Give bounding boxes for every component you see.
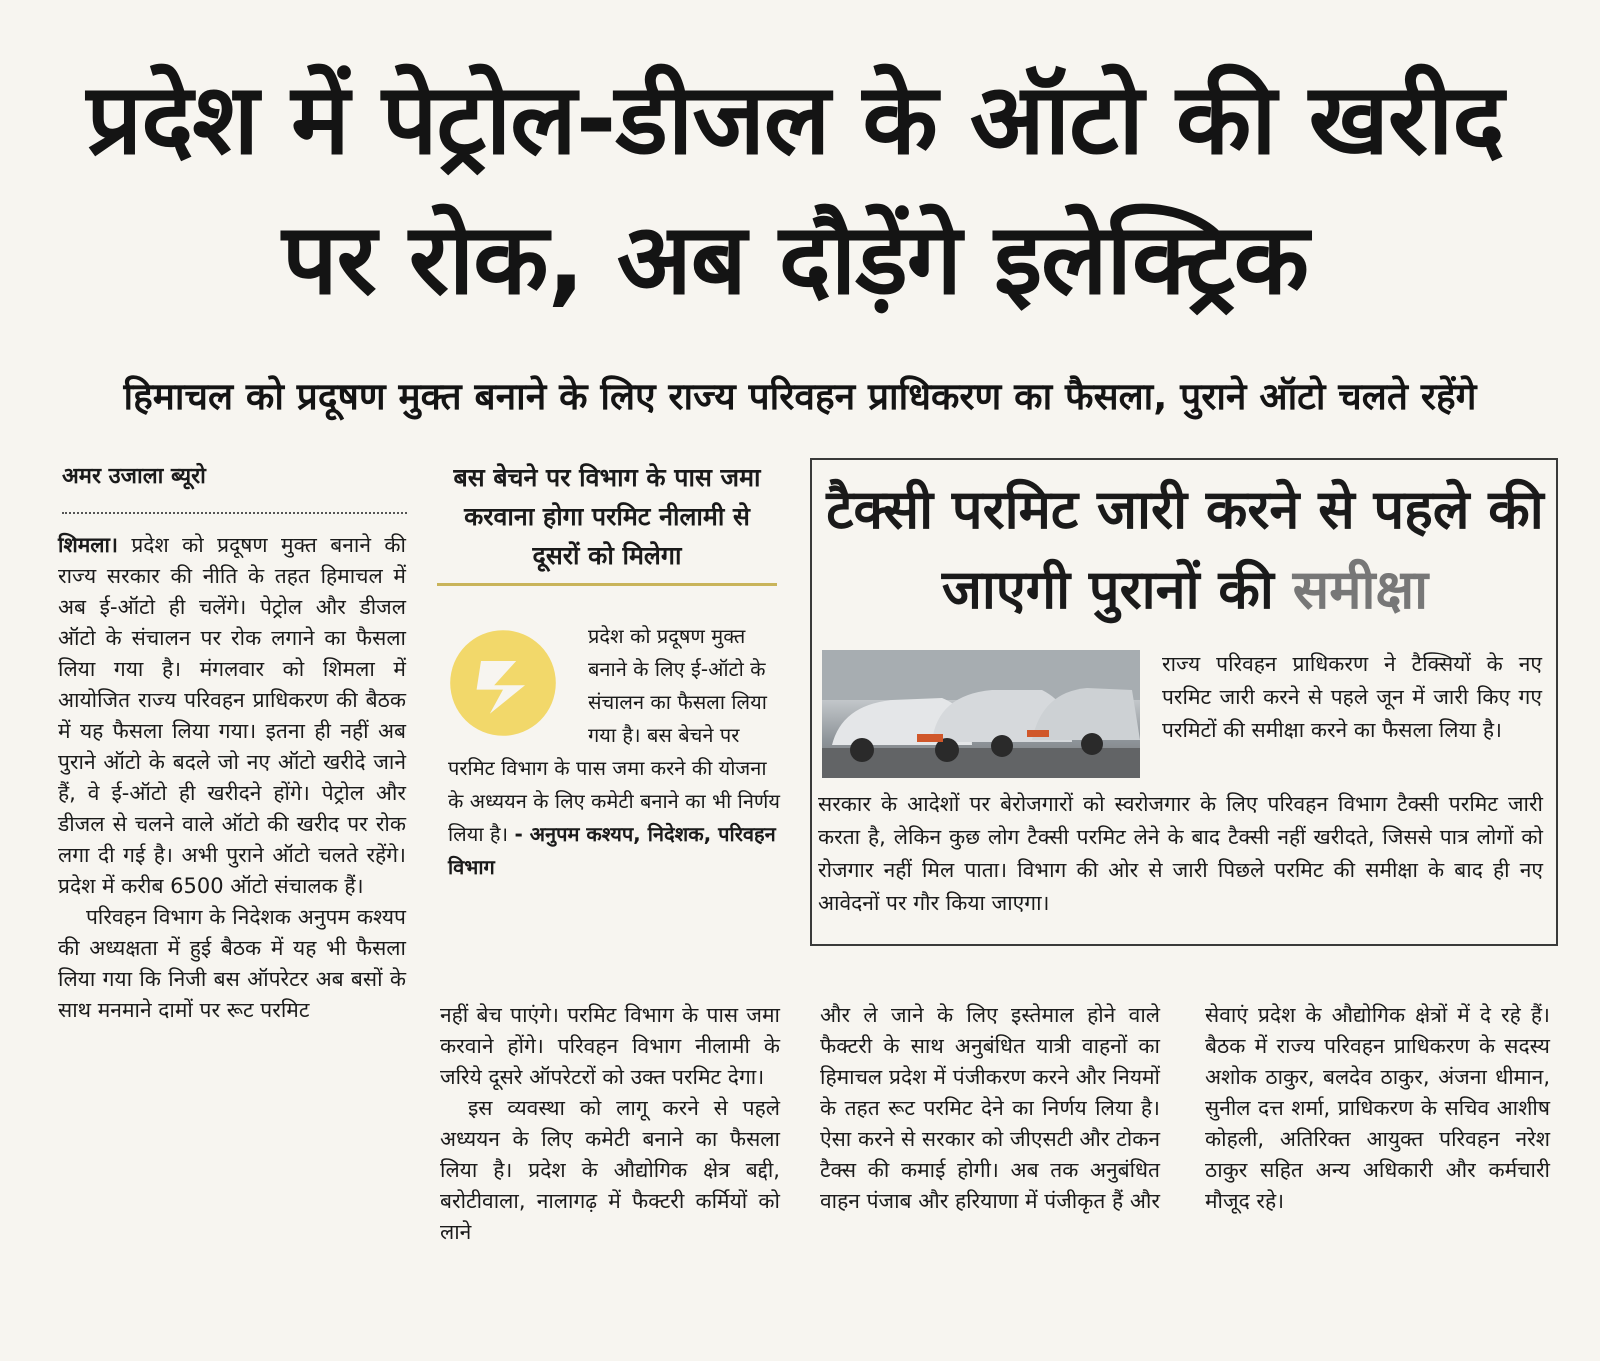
article-column-4 — [1205, 1000, 1550, 1217]
sidebar-heading: बस बेचने पर विभाग के पास जमा करवाना होगा परमिट नीलामी से दूसरों को मिलेगा — [437, 458, 777, 586]
article-paragraph: और ले जाने के लिए इस्तेमाल होने वाले फैक्टरी के साथ अनुबंधित यात्री वाहनों का हिमाचल प्रदेश में पंजीकरण करने और नियमों के तहत रूट परमिट देने का निर्णय लिया है। ऐसा करने से सरकार को जीएसटी और टोकन टैक्स की कमाई होगी। अब तक अनुबंधित वाहन पंजाब और हरियाणा में पंजीकृत हैं और — [820, 1003, 1160, 1213]
taxi-photo — [822, 650, 1140, 778]
quote-text: प्रदेश को प्रदूषण मुक्त बनाने के लिए ई-ऑटो के संचालन का फैसला लिया गया है। बस बेचने पर परमिट विभाग के पास जमा करने की योजना के अध्ययन के लिए कमेटी बनाने का भी निर्णय लिया है। — [448, 624, 780, 846]
article-column-3 — [820, 1000, 1160, 1217]
box-title-emphasis: समीक्षा — [1292, 558, 1429, 621]
byline: अमर उजाला ब्यूरो — [62, 460, 407, 514]
quote-box — [448, 620, 783, 884]
quote-attribution: - अनुपम कश्यप, निदेशक, परिवहन विभाग — [448, 822, 776, 879]
article-column-2 — [440, 1000, 780, 1248]
article-column-1 — [58, 530, 406, 1026]
article-paragraph: सेवाएं प्रदेश के औद्योगिक क्षेत्रों में दे रहे हैं। बैठक में राज्य परिवहन प्राधिकरण के सदस्य अशोक ठाकुर, बलदेव ठाकुर, अंजना धीमान, सुनील दत्त शर्मा, प्राधिकरण के सचिव आशीष कोहली, अतिरिक्त आयुक्त परिवहन नरेश ठाकुर सहित अन्य अधिकारी और कर्मचारी मौजूद रहे। — [1205, 1003, 1550, 1213]
article-paragraph: परिवहन विभाग के निदेशक अनुपम कश्यप की अध्यक्षता में हुई बैठक में यह भी फैसला लिया गया कि निजी बस ऑपरेटर अब बसों के साथ मनमाने दामों पर रूट परमिट — [58, 905, 406, 1022]
paragraph-text: प्रदेश को प्रदूषण मुक्त बनाने की राज्य सरकार की नीति के तहत हिमाचल में अब ई-ऑटो ही चलेंगे। पेट्रोल और डीजल ऑटो के संचालन पर रोक लगाने का फैसला लिया गया है। मंगलवार को शिमला में आयोजित राज्य परिवहन प्राधिकरण की बैठक में यह फैसला लिया गया। इतना ही नहीं अब पुराने ऑटो के बदले जो नए ऑटो खरीदे जाने हैं, वे ई-ऑटो ही खरीदने होंगे। पेट्रोल और डीजल से चलने वाले ऑटो की खरीद पर रोक लगा दी गई है। अभी पुराने ऑटो चलते रहेंगे। प्रदेश में करीब 6500 ऑटो संचालक हैं। — [58, 533, 406, 898]
box-title-text: टैक्सी परमिट जारी करने से पहले की जाएगी पुरानों की — [826, 478, 1544, 621]
article-paragraph: नहीं बेच पाएंगे। परमिट विभाग के पास जमा करवाने होंगे। परिवहन विभाग नीलामी के जरिये दूसरे ऑपरेटरों को उक्त परमिट देगा। — [440, 1003, 780, 1089]
box-text-intro: राज्य परिवहन प्राधिकरण ने टैक्सियों के नए परमिट जारी करने से पहले जून में जारी किए गए परमिटों की समीक्षा करने का फैसला लिया है। — [1162, 652, 1542, 742]
box-text-body: सरकार के आदेशों पर बेरोजगारों को स्वरोजगार के लिए परिवहन विभाग टैक्सी परमिट जारी करता है, लेकिन कुछ लोग टैक्सी परमिट लेने के बाद टैक्सी नहीं खरीदते, जिससे पात्र लोगों को रोजगार नहीं मिल पाता। विभाग की ओर से जारी पिछले परमिट की समीक्षा के बाद ही नए आवेदनों पर गौर किया जाएगा। — [818, 792, 1543, 915]
article-paragraph: इस व्यवस्था को लागू करने से पहले अध्ययन के लिए कमेटी बनाने का फैसला लिया है। प्रदेश के औद्योगिक क्षेत्र बद्दी, बरोटीवाला, नालागढ़ में फैक्टरी कर्मियों को लाने — [440, 1096, 780, 1244]
dateline: शिमला। — [58, 533, 118, 557]
subheadline: हिमाचल को प्रदूषण मुक्त बनाने के लिए राज्य परिवहन प्राधिकरण का फैसला, पुराने ऑटो चलते रहेंगे — [123, 375, 1477, 418]
article-paragraph — [58, 530, 406, 902]
box-title — [820, 470, 1550, 630]
headline: प्रदेश में पेट्रोल-डीजल के ऑटो की खरीद पर रोक, अब दौड़ेंगे इलेक्ट्रिक — [86, 63, 1504, 317]
